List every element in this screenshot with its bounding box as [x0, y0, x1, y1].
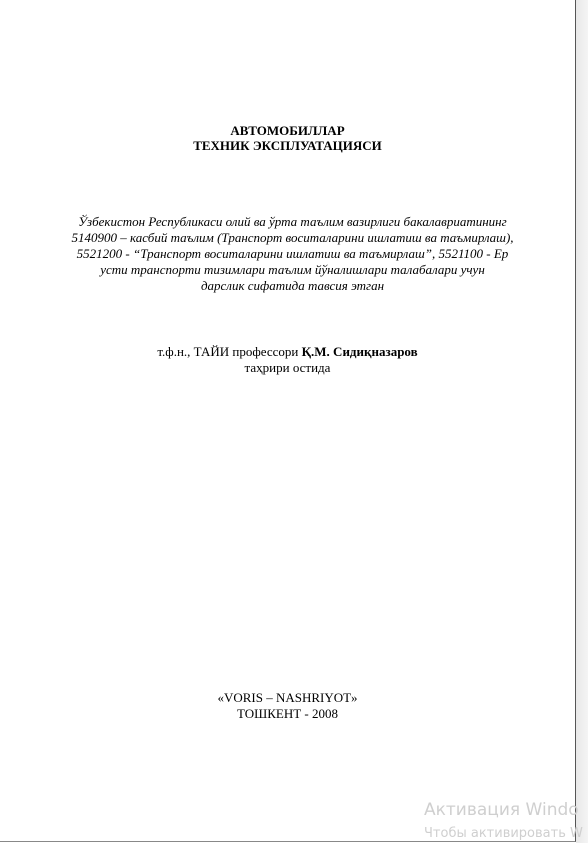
description-line: усти транспорти тизимлари таълим йўналишлари талабалари учун — [100, 262, 485, 277]
editor-name: Қ.М. Сидиқназаров — [301, 344, 418, 359]
publisher-name: «VORIS – NASHRIYOT» — [217, 690, 358, 705]
viewer-margin — [576, 0, 588, 843]
description-line: дарслик сифатида тавсия этган — [200, 278, 385, 293]
description-line: Ўзбекистон Республикаси олий ва ўрта таълим вазирлиги бакалавриатининг — [78, 214, 507, 229]
description-line: 5140900 – касбий таълим (Транспорт воситаларини ишлатиш ва таъмирлаш), — [71, 230, 514, 245]
editor-credit — [0, 344, 575, 376]
editor-line — [0, 344, 575, 360]
watermark-line-2: Чтобы активировать W — [424, 826, 583, 841]
book-title-line-1: АВТОМОБИЛЛАР — [230, 123, 345, 138]
book-title-line-2: ТЕХНИК ЭКСПЛУАТАЦИЯСИ — [193, 138, 382, 153]
description-line: 5521200 - “Транспорт воситаларини ишлатиш ва таъмирлаш”, 5521100 - Ер — [76, 246, 509, 261]
publisher-info — [0, 690, 575, 722]
watermark-line-1: Активация Windo — [424, 800, 579, 820]
book-title — [0, 123, 575, 153]
editor-prefix: т.ф.н., ТАЙИ профессори — [157, 344, 302, 359]
windows-activation-watermark — [424, 800, 583, 842]
publisher-city-year: ТОШКЕНТ - 2008 — [236, 706, 339, 721]
editor-suffix: таҳрири остида — [244, 360, 331, 375]
book-description — [40, 214, 545, 294]
